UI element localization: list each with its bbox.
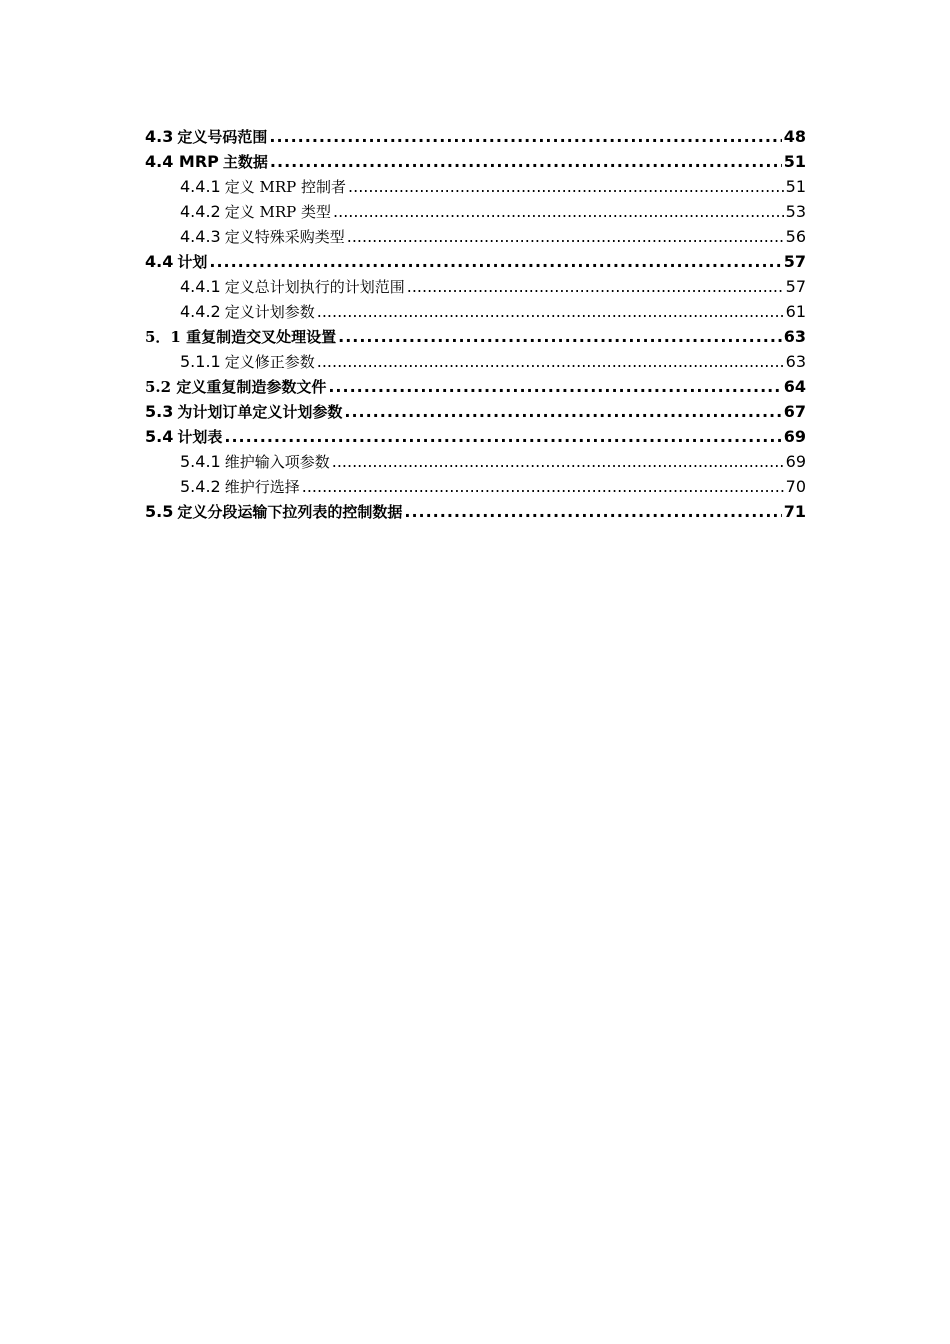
toc-entry-title: 维护输入项参数 <box>224 453 330 471</box>
toc-dot-leader <box>407 274 784 299</box>
toc-entry-number: 5.3 <box>145 402 174 421</box>
toc-dot-leader <box>317 299 784 324</box>
toc-entry-page-number: 70 <box>785 477 806 496</box>
toc-entry[interactable] <box>145 449 806 474</box>
toc-entry-title: 定义 MRP 类型 <box>224 203 332 221</box>
toc-entry-page-number: 69 <box>783 427 806 446</box>
toc-entry-page-number: 53 <box>785 202 806 221</box>
toc-entry-number: 4.4.2 <box>180 302 221 321</box>
toc-entry-title: 定义分段运输下拉列表的控制数据 <box>177 503 403 521</box>
toc-entry-page-number: 63 <box>785 352 806 371</box>
toc-dot-leader <box>209 249 781 274</box>
toc-entry[interactable] <box>145 324 806 349</box>
toc-entry-page-number: 57 <box>783 252 806 271</box>
toc-entry[interactable] <box>145 249 806 274</box>
toc-entry-title: 维护行选择 <box>224 478 300 496</box>
toc-entry-title: 定义 MRP 控制者 <box>224 178 347 196</box>
toc-dot-leader <box>333 199 784 224</box>
toc-entry-title: 定义修正参数 <box>224 353 315 371</box>
toc-dot-leader <box>348 174 784 199</box>
toc-entry-number: 4.4 MRP <box>145 152 219 171</box>
toc-dot-leader <box>317 349 784 374</box>
toc-entry[interactable] <box>145 174 806 199</box>
toc-entry[interactable] <box>145 224 806 249</box>
toc-entry[interactable] <box>145 149 806 174</box>
toc-entry-page-number: 51 <box>785 177 806 196</box>
toc-entry-title: 主数据 <box>222 153 268 171</box>
toc-dot-leader <box>338 324 782 349</box>
toc-entry[interactable] <box>145 399 806 424</box>
toc-entry-title: 为计划订单定义计划参数 <box>177 403 343 421</box>
toc-entry-number: 5.4.2 <box>180 477 221 496</box>
toc-dot-leader <box>344 399 781 424</box>
toc-dot-leader <box>270 149 782 174</box>
toc-entry[interactable] <box>145 349 806 374</box>
toc-dot-leader <box>332 449 784 474</box>
toc-entry-title: 计划 <box>177 253 208 271</box>
toc-entry-title: 计划表 <box>177 428 223 446</box>
toc-entry-page-number: 69 <box>785 452 806 471</box>
toc-entry-page-number: 57 <box>785 277 806 296</box>
toc-entry-number: 4.4.3 <box>180 227 221 246</box>
toc-entry-page-number: 56 <box>785 227 806 246</box>
toc-entry-page-number: 67 <box>783 402 806 421</box>
toc-dot-leader <box>404 499 781 524</box>
toc-entry-number: 4.4.1 <box>180 177 221 196</box>
toc-dot-leader <box>347 224 784 249</box>
toc-entry-page-number: 63 <box>783 327 806 346</box>
toc-entry-page-number: 51 <box>783 152 806 171</box>
toc-entry-number: 5.1.1 <box>180 352 221 371</box>
toc-entry[interactable] <box>145 299 806 324</box>
toc-entry-number: 4.3 <box>145 127 174 146</box>
toc-entry[interactable] <box>145 124 806 149</box>
toc-entry-title: 5.2 定义重复制造参数文件 <box>145 378 327 396</box>
toc-entry-number: 4.4.1 <box>180 277 221 296</box>
toc-entry-title: 定义总计划执行的计划范围 <box>224 278 405 296</box>
toc-entry-title: 5．1 重复制造交叉处理设置 <box>145 328 337 346</box>
toc-entry-page-number: 71 <box>783 502 806 521</box>
toc-entry-page-number: 61 <box>785 302 806 321</box>
toc-entry-title: 定义号码范围 <box>177 128 268 146</box>
toc-entry[interactable] <box>145 499 806 524</box>
toc-entry[interactable] <box>145 274 806 299</box>
table-of-contents <box>145 124 806 524</box>
toc-entry-number: 5.4.1 <box>180 452 221 471</box>
toc-entry-page-number: 48 <box>783 127 806 146</box>
toc-dot-leader <box>328 374 781 399</box>
toc-dot-leader <box>302 474 784 499</box>
toc-entry[interactable] <box>145 374 806 399</box>
toc-entry[interactable] <box>145 424 806 449</box>
toc-entry[interactable] <box>145 199 806 224</box>
toc-dot-leader <box>224 424 781 449</box>
toc-entry-title: 定义特殊采购类型 <box>224 228 345 246</box>
toc-entry[interactable] <box>145 474 806 499</box>
toc-entry-page-number: 64 <box>783 377 806 396</box>
toc-entry-number: 4.4.2 <box>180 202 221 221</box>
toc-entry-number: 5.5 <box>145 502 174 521</box>
toc-entry-title: 定义计划参数 <box>224 303 315 321</box>
toc-dot-leader <box>269 124 781 149</box>
toc-entry-number: 5.4 <box>145 427 174 446</box>
toc-entry-number: 4.4 <box>145 252 174 271</box>
